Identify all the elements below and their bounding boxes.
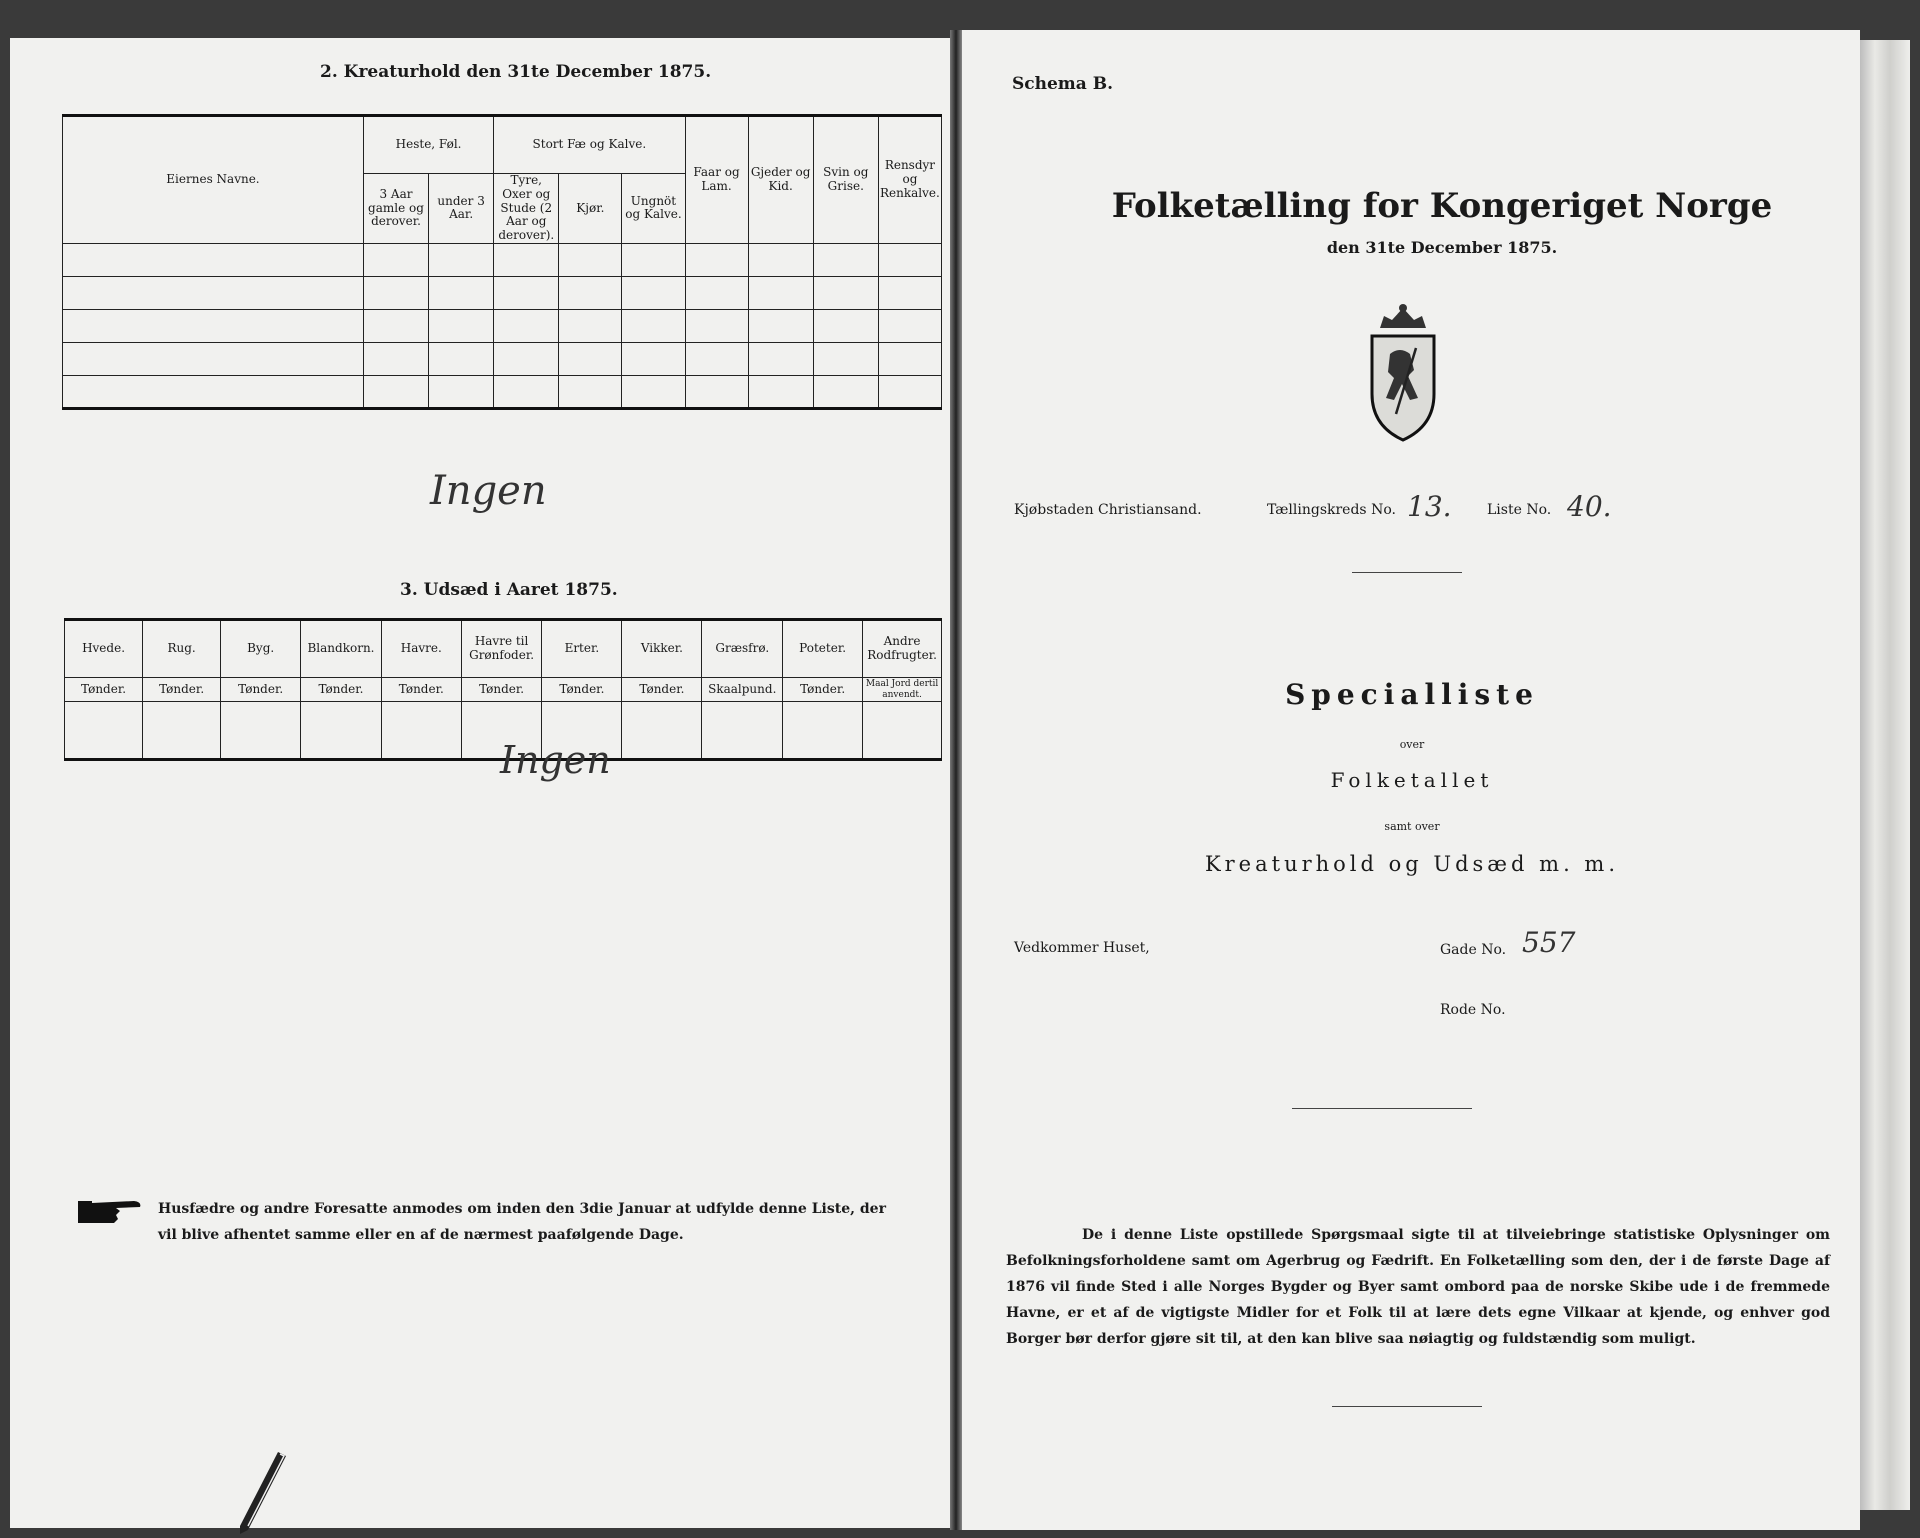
liste-value: 40.: [1567, 490, 1612, 523]
kreds-label: Tællingskreds No.: [1267, 502, 1396, 518]
calves-header: Ungnöt og Kalve.: [622, 174, 685, 244]
crop-header-graesfro: Græsfrø.: [702, 620, 783, 678]
book-spine: [950, 30, 962, 1530]
unit-erter: Tønder.: [542, 678, 622, 702]
divider-bottom: [1332, 1406, 1482, 1407]
unit-hvede: Tønder.: [65, 678, 143, 702]
gade-label: Gade No.: [1440, 942, 1507, 958]
coat-of-arms-icon: [1360, 302, 1446, 444]
crop-header-erter: Erter.: [542, 620, 622, 678]
kreds-value: 13.: [1407, 490, 1452, 523]
section3-title: 3. Udsæd i Aaret 1875.: [400, 580, 618, 600]
kjobstad-label: Kjøbstaden Christiansand.: [1014, 502, 1202, 518]
unit-graesfro: Skaalpund.: [702, 678, 783, 702]
table-row: [63, 342, 942, 375]
schema-label: Schema B.: [1012, 74, 1114, 94]
sheep-header: Faar og Lam.: [685, 116, 748, 244]
unit-vikker: Tønder.: [622, 678, 702, 702]
rode-label: Rode No.: [1440, 1002, 1506, 1018]
unit-byg: Tønder.: [221, 678, 301, 702]
handwritten-ingen-2: Ingen: [500, 738, 611, 782]
livestock-table: [62, 114, 942, 410]
horses-group-header: Heste, Føl.: [363, 116, 493, 174]
gade-value: 557: [1522, 926, 1576, 959]
census-title: Folketælling for Kongeriget Norge: [1111, 186, 1773, 226]
kreaturhold-text: Kreaturhold og Udsæd m. m.: [1204, 852, 1620, 876]
crop-header-byg: Byg.: [221, 620, 301, 678]
reindeer-header: Rensdyr og Renkalve.: [878, 116, 941, 244]
unit-rug: Tønder.: [143, 678, 221, 702]
owner-col-header: Eiernes Navne.: [63, 116, 364, 244]
notice-text: Husfædre og andre Foresatte anmodes om inden den 3die Januar at udfylde denne Liste, der vil blive afhentet samme eller en af de nærmest paafølgende Dage.: [158, 1201, 886, 1243]
crop-header-havre: Havre.: [381, 620, 461, 678]
unit-blandkorn: Tønder.: [301, 678, 382, 702]
unit-poteter: Tønder.: [783, 678, 863, 702]
unit-havre-gronfoder: Tønder.: [461, 678, 542, 702]
crop-header-blandkorn: Blandkorn.: [301, 620, 382, 678]
table-row: [63, 309, 942, 342]
census-date: den 31te December 1875.: [1326, 238, 1558, 257]
crop-header-havre-gronfoder: Havre til Grønfoder.: [461, 620, 542, 678]
divider-middle: [1292, 1108, 1472, 1109]
over-text: over: [1399, 738, 1425, 751]
vedkommer-label: Vedkommer Huset,: [1014, 940, 1150, 956]
crop-header-rug: Rug.: [143, 620, 221, 678]
left-page: [10, 38, 950, 1528]
crop-header-poteter: Poteter.: [783, 620, 863, 678]
section2-title: 2. Kreaturhold den 31te December 1875.: [320, 62, 712, 82]
crop-header-rodfrugter: Andre Rodfrugter.: [863, 620, 942, 678]
specialliste-title: Specialliste: [1285, 678, 1539, 711]
table-row: [63, 375, 942, 408]
handwritten-ingen-1: Ingen: [430, 468, 547, 514]
pointing-hand-icon: [76, 1193, 148, 1229]
crop-header-hvede: Hvede.: [65, 620, 143, 678]
cattle-group-header: Stort Fæ og Kalve.: [494, 116, 685, 174]
horses-young-header: under 3 Aar.: [429, 174, 494, 244]
bulls-header: Tyre, Oxer og Stude (2 Aar og derover).: [494, 174, 559, 244]
table-row: [63, 276, 942, 309]
pigs-header: Svin og Grise.: [813, 116, 878, 244]
horses-old-header: 3 Aar gamle og derover.: [363, 174, 428, 244]
explanation-paragraph: De i denne Liste opstillede Spørgsmaal sigte til at tilveiebringe statistiske Oplysninger om Befolkningsforholdene samt om Agerbrug og Fædrift. En Folketælling som den, der i de første Dage af 1876 vil finde Sted i alle Norges Bygder og Byer samt ombord paa de norske Skibe ude i de fremmede Havne, er et af de vigtigste Midler for et Folk til at lære dets egne Vilkaar at kjende, og enhver god Borger bør derfor gjøre sit til, at den kan blive saa nøiagtig og fuldstændig som muligt.: [1006, 1227, 1830, 1347]
unit-havre: Tønder.: [381, 678, 461, 702]
liste-label: Liste No.: [1487, 502, 1552, 518]
cows-header: Kjør.: [559, 174, 622, 244]
pen-icon: [230, 1448, 290, 1538]
samt-over-text: samt over: [1384, 820, 1440, 833]
crop-header-vikker: Vikker.: [622, 620, 702, 678]
goats-header: Gjeder og Kid.: [748, 116, 813, 244]
divider-short: [1352, 572, 1462, 573]
folketallet-text: Folketallet: [1330, 768, 1494, 792]
page-edge: [1860, 40, 1910, 1510]
table-row: [63, 243, 942, 276]
right-page: [962, 30, 1860, 1530]
unit-rodfrugter: Maal Jord dertil anvendt.: [863, 678, 942, 702]
